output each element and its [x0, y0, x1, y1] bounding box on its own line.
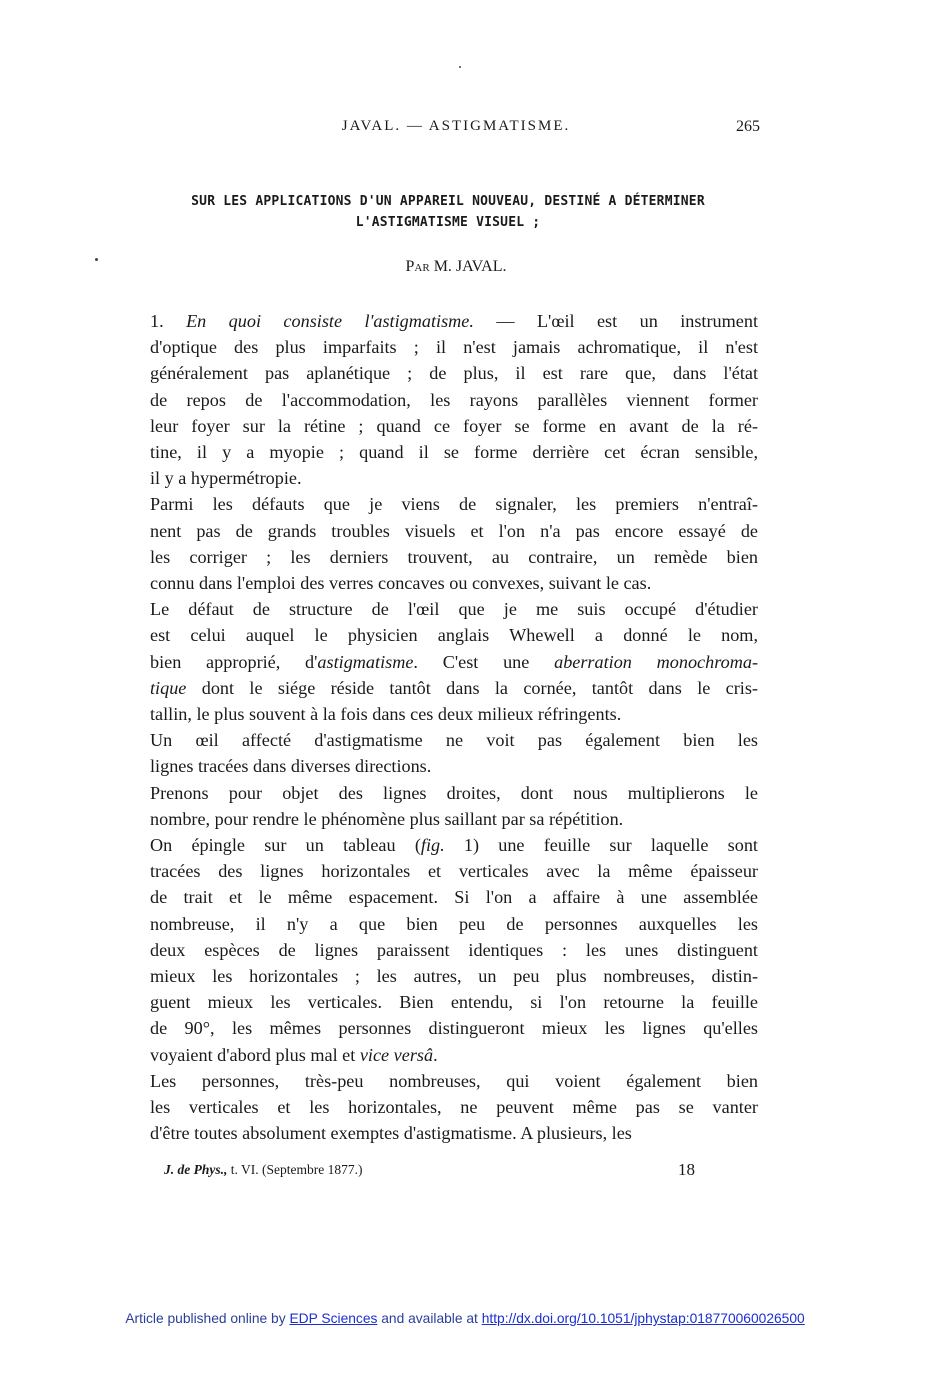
- publisher-note-middle: and available at: [377, 1311, 482, 1326]
- author-name: M. JAVAL.: [433, 258, 507, 275]
- journal-reference: [164, 1162, 362, 1178]
- paragraph: [150, 1068, 758, 1147]
- text-line: [150, 753, 758, 779]
- text-line: [150, 701, 758, 727]
- running-head-title: JAVAL. — ASTIGMATISME.: [341, 118, 571, 134]
- text-line: [150, 911, 758, 937]
- publisher-note-prefix: Article published online by: [125, 1311, 290, 1326]
- text-line: [150, 727, 758, 753]
- text-run: est celui auquel le physicien anglais Whewell a donné le nom,: [150, 625, 758, 646]
- text-run: nent pas de grands troubles visuels et l'on n'a pas encore essayé de: [150, 520, 758, 541]
- journal-name: J. de Phys.,: [164, 1162, 228, 1177]
- italic-run: tique: [150, 677, 187, 698]
- text-line: [150, 387, 758, 413]
- text-run: 1.: [150, 311, 187, 331]
- text-run: connu dans l'emploi des verres concaves ou convexes, suivant le cas.: [150, 573, 652, 594]
- text-line: [150, 308, 758, 334]
- page-footline: [150, 1160, 758, 1184]
- text-run: généralement pas aplanétique ; de plus, il est rare que, dans l'état: [150, 363, 758, 384]
- text-run: les verticales et les horizontales, ne peuvent même pas se vanter: [150, 1097, 758, 1118]
- paragraph: [150, 491, 758, 596]
- author-line: [150, 258, 762, 276]
- text-run: bien approprié, d': [150, 651, 318, 672]
- text-line: [150, 963, 758, 989]
- scan-speck: [95, 258, 98, 261]
- text-run: On épingle sur un tableau (: [150, 835, 421, 856]
- article-title-line-2: L'ASTIGMATISME VISUEL ;: [355, 215, 541, 230]
- text-run: Prenons pour objet des lignes droites, dont nous multiplierons le: [150, 782, 758, 803]
- italic-run: fig.: [420, 835, 445, 856]
- text-line: [150, 360, 758, 386]
- text-line: [150, 544, 758, 570]
- text-line: [150, 832, 758, 858]
- text-line: [150, 596, 758, 622]
- text-line: [150, 1068, 758, 1094]
- text-line: [150, 1042, 758, 1068]
- text-run: — L'œil est un instrument: [473, 311, 758, 331]
- page-number: 265: [736, 118, 760, 135]
- text-run: mieux les horizontales ; les autres, un peu plus nombreuses, distin-: [150, 966, 758, 987]
- italic-run: En quoi consiste l'astigmatisme.: [186, 311, 474, 331]
- text-run: tracées des lignes horizontales et verticales avec la même épaisseur: [150, 861, 758, 882]
- text-run: d'optique des plus imparfaits ; il n'est jamais achromatique, il n'est: [150, 337, 758, 358]
- text-run: 1) une feuille sur laquelle sont: [444, 835, 758, 856]
- paragraph: [150, 727, 758, 779]
- text-run: lignes tracées dans diverses directions.: [150, 756, 432, 777]
- text-line: [150, 570, 758, 596]
- text-run: nombreuse, il n'y a que bien peu de personnes auxquelles les: [150, 913, 758, 934]
- author-prefix: Par: [405, 258, 430, 275]
- text-run: Le défaut de structure de l'œil que je me suis occupé d'étudier: [150, 599, 758, 620]
- text-run: Un œil affecté d'astigmatisme ne voit pas également bien les: [150, 730, 758, 751]
- text-run: nombre, pour rendre le phénomène plus saillant par sa répétition.: [150, 808, 624, 829]
- text-line: [150, 334, 758, 360]
- text-line: [150, 858, 758, 884]
- text-line: [150, 1094, 758, 1120]
- text-line: [150, 649, 758, 675]
- text-line: [150, 1015, 758, 1041]
- article-title-line-1: SUR LES APPLICATIONS D'UN APPAREIL NOUVEAU, DESTINÉ A DÉTERMINER: [191, 194, 705, 209]
- paragraph: [150, 832, 758, 1068]
- doi-link[interactable]: http://dx.doi.org/10.1051/jphystap:018770060026500: [481, 1311, 805, 1326]
- text-run: deux espèces de lignes paraissent identiques : les unes distinguent: [150, 939, 758, 960]
- text-run: dont le siége réside tantôt dans la cornée, tantôt dans le cris-: [186, 677, 758, 698]
- publisher-note: [0, 1311, 930, 1326]
- paragraph: [150, 780, 758, 832]
- text-line: [150, 780, 758, 806]
- text-run: de 90°, les mêmes personnes distingueront mieux les lignes qu'elles: [150, 1018, 758, 1039]
- text-line: [150, 622, 758, 648]
- text-run: leur foyer sur la rétine ; quand ce foyer se forme en avant de la ré-: [150, 415, 758, 436]
- text-line: [150, 413, 758, 439]
- paragraph: [150, 596, 758, 727]
- text-run: les corriger ; les derniers trouvent, au contraire, un remède bien: [150, 546, 758, 567]
- text-line: [150, 491, 758, 517]
- text-run: il y a hypermétropie.: [150, 468, 302, 489]
- text-line: [150, 465, 758, 491]
- text-line: [150, 675, 758, 701]
- text-line: [150, 989, 758, 1015]
- text-run: Les personnes, très-peu nombreuses, qui voient également bien: [150, 1070, 758, 1091]
- text-run: Parmi les défauts que je viens de signaler, les premiers n'entraî-: [150, 494, 758, 515]
- text-line: [150, 1120, 758, 1146]
- text-line: [150, 884, 758, 910]
- edp-sciences-link[interactable]: EDP Sciences: [289, 1311, 378, 1326]
- article-title: [118, 191, 778, 233]
- italic-run: astigmatisme: [317, 651, 414, 672]
- text-line: [150, 439, 758, 465]
- italic-run: vice versâ: [359, 1044, 434, 1065]
- text-run: . C'est une: [413, 651, 555, 672]
- text-run: d'être toutes absolument exemptes d'astigmatisme. A plusieurs, les: [150, 1123, 632, 1144]
- text-line: [150, 518, 758, 544]
- paragraph: [150, 308, 758, 491]
- scan-speck: [459, 66, 461, 68]
- text-run: de repos de l'accommodation, les rayons parallèles viennent former: [150, 389, 758, 410]
- article-body: [150, 308, 758, 1147]
- running-head: [150, 118, 762, 140]
- text-line: [150, 806, 758, 832]
- text-run: tine, il y a myopie ; quand il se forme derrière cet écran sensible,: [150, 442, 758, 463]
- text-run: guent mieux les verticales. Bien entendu, si l'on retourne la feuille: [150, 992, 758, 1013]
- text-run: de trait et le même espacement. Si l'on a affaire à une assemblée: [150, 887, 758, 908]
- signature-mark: 18: [678, 1160, 695, 1179]
- text-run: voyaient d'abord plus mal et: [150, 1044, 360, 1065]
- text-line: [150, 937, 758, 963]
- text-run: tallin, le plus souvent à la fois dans ces deux milieux réfringents.: [150, 704, 622, 725]
- text-run: .: [433, 1044, 438, 1065]
- italic-run: aberration monochroma-: [554, 651, 758, 672]
- journal-issue: t. VI. (Septembre 1877.): [227, 1162, 363, 1177]
